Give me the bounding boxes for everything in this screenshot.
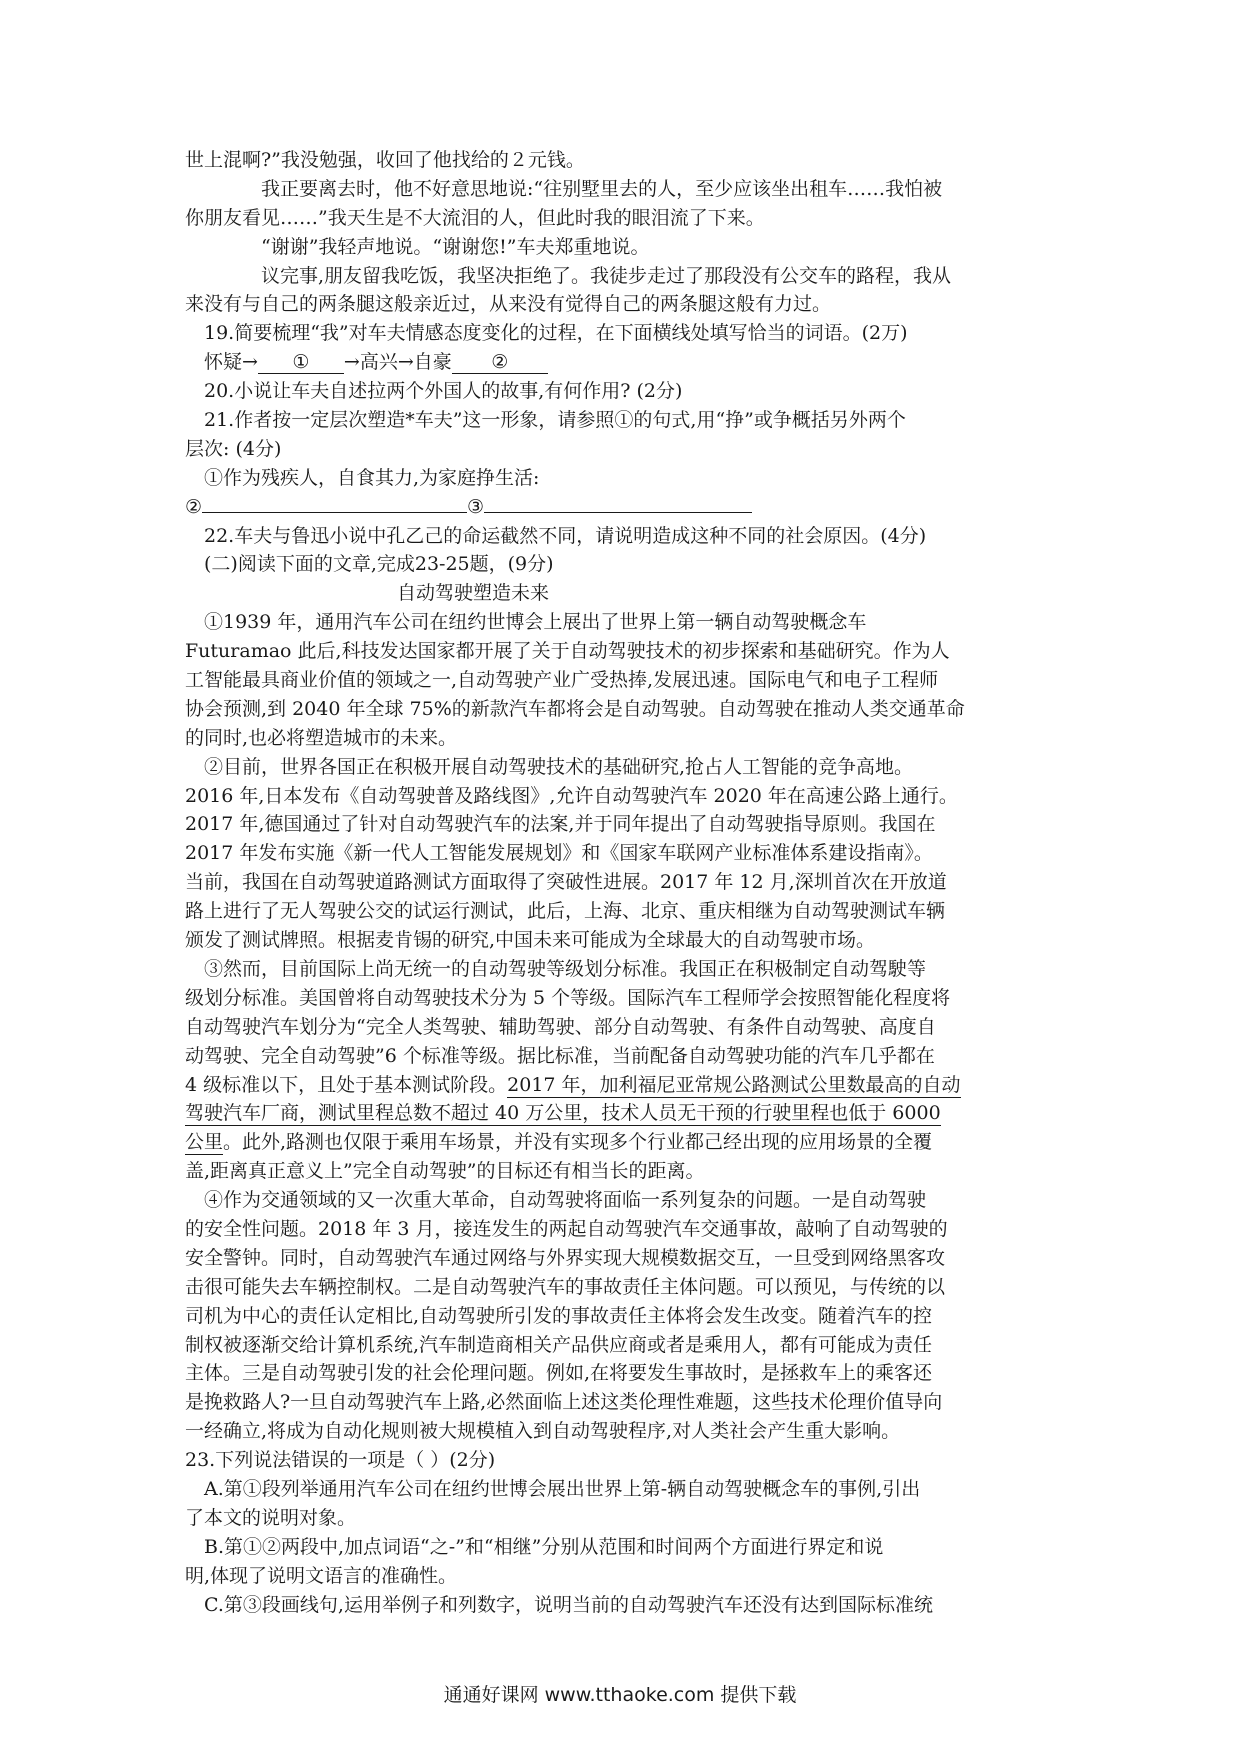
page-footer: 通通好课网 www.tthaoke.com 提供下载 xyxy=(443,1684,797,1706)
question-23: 23.下列说法错误的一项是（ ）(2分) xyxy=(185,1449,496,1472)
article-line: 级划分标准。美国曾将自动驾驶技术分为 5 个等级。国际汽车工程师学会按照智能化程度将 xyxy=(185,986,951,1009)
answer-middle: →高兴→自豪 xyxy=(343,351,452,374)
article-line: 的同时,也必将塑造城市的未来。 xyxy=(185,726,458,749)
answer-blank-2[interactable]: ② xyxy=(452,351,548,374)
article-line: 动驾驶、完全自动驾驶”6 个标准等级。据比标准，当前配备自动驾驶功能的汽车几乎都在 xyxy=(185,1044,935,1067)
question-19-answer-line xyxy=(185,348,1055,377)
option-a-cont: 了本文的说明对象。 xyxy=(185,1506,357,1529)
answer-blank-1[interactable]: ① xyxy=(258,351,344,374)
answer-mark-2: ② xyxy=(185,495,203,518)
article-line: 制权被逐渐交给计算机系统,汽车制造商相关产品供应商或者是乘用人，都有可能成为责任 xyxy=(185,1333,933,1356)
question-19: 19.简要梳理“我”对车夫情感态度变化的过程，在下面横线处填写恰当的词语。(2万) xyxy=(204,322,908,345)
article-line: 安全警钟。同时，自动驾驶汽车通过网络与外界实现大规模数据交互，一旦受到网络黑客攻 xyxy=(185,1246,946,1269)
article-line: ②目前，世界各国正在积极开展自动驾驶技术的基础研究,抢占人工智能的竞争高地。 xyxy=(204,755,914,778)
option-a: A.第①段列举通用汽车公司在纽约世博会展出世界上第-辆自动驾驶概念车的事例,引出 xyxy=(204,1477,921,1500)
option-c: C.第③段画线句,运用举例子和列数字，说明当前的自动驾驶汽车还没有达到国际标准统 xyxy=(204,1593,933,1616)
answer-blank-3[interactable] xyxy=(484,512,752,513)
article-line: 2016 年,日本发布《自动驾驶普及路线图》,允许自动驾驶汽车 2020 年在高速公路上通行。 xyxy=(185,784,958,807)
underlined-sentence: 驾驶汽车厂商，测试里程总数不超过 40 万公里，技术人员无干预的行驶里程也低于 6000 xyxy=(185,1102,941,1125)
article-line: 的安全性问题。2018 年 3 月，接连发生的两起自动驾驶汽车交通事故，敲响了自动驾驶的 xyxy=(185,1217,948,1240)
article-line xyxy=(185,1071,1055,1100)
article-line: 颁发了测试牌照。根据麦肯锡的研究,中国未来可能成为全球最大的自动驾驶市场。 xyxy=(185,929,876,952)
article-line: 司机为中心的责任认定相比,自动驾驶所引发的事故责任主体将会发生改变。随着汽车的控 xyxy=(185,1304,933,1327)
section-heading: (二)阅读下面的文章,完成23-25题，(9分) xyxy=(204,553,554,576)
story-line: “谢谢”我轻声地说。“谢谢您!”车夫郑重地说。 xyxy=(261,235,650,258)
plain-text: 4 级标准以下，且处于基本测试阶段。 xyxy=(185,1073,508,1096)
answer-mark-3: ③ xyxy=(467,495,485,518)
article-title: 自动驾驶塑造未来 xyxy=(397,582,550,605)
question-21-example: ①作为残疾人，自食其力,为家庭挣生活: xyxy=(204,466,540,489)
article-line: ③然而，目前国际上尚无统一的自动驾驶等级划分标准。我国正在积极制定自动驾駛等 xyxy=(204,957,927,980)
option-b-cont: 明,体现了说明文语言的准确性。 xyxy=(185,1564,458,1587)
article-line: Futuramao 此后,科技发达国家都开展了关于自动驾驶技术的初步探索和基础研究。作为人 xyxy=(185,640,950,663)
article-line: 路上进行了无人驾驶公交的试运行测试，此后，上海、北京、重庆相继为自动驾驶测试车辆 xyxy=(185,900,946,923)
story-line: 我正要离去时，他不好意思地说:“往别墅里去的人，至少应该坐出租车……我怕被 xyxy=(261,177,943,200)
question-20: 20.小说让车夫自述拉两个外国人的故事,有何作用? (2分) xyxy=(204,380,683,403)
article-line: 主体。三是自动驾驶引发的社会伦理问题。例如,在将要发生事故时，是拯救车上的乘客还 xyxy=(185,1362,933,1385)
article-line: 工智能最具商业价值的领域之一,自动驾驶产业广受热捧,发展迅速。国际电气和电子工程师 xyxy=(185,669,939,692)
article-line: 2017 年,德国通过了针对自动驾驶汽车的法案,并于同年提出了自动驾驶指导原则。我国在 xyxy=(185,813,936,836)
article-line: 协会预测,到 2040 年全球 75%的新款汽车都将会是自动驾驶。自动驾驶在推动人类交通革命 xyxy=(185,697,965,720)
article-line: 盖,距离真正意义上”完全自动驾驶”的目标还有相当长的距离。 xyxy=(185,1160,705,1183)
article-line: ①1939 年，通用汽车公司在纽约世博会上展出了世界上第一辆自动驾驶概念车 xyxy=(204,611,867,634)
article-line: 自动驾驶汽车划分为“完全人类驾驶、辅助驾驶、部分自动驾驶、有条件自动驾驶、高度自 xyxy=(185,1015,936,1038)
answer-blank-2[interactable] xyxy=(202,512,467,513)
plain-text: 。此外,路测也仅限于乘用车场景，并没有实现多个行业都己经出现的应用场景的全覆 xyxy=(223,1131,933,1154)
answer-prefix: 怀疑→ xyxy=(204,351,258,374)
story-line: 你朋友看见……”我天生是不大流泪的人，但此时我的眼泪流了下来。 xyxy=(185,206,765,229)
underlined-sentence: 2017 年，加利福尼亚常规公路测试公里数最高的自动 xyxy=(507,1073,961,1096)
article-line: 是挽救路人?一旦自动驾驶汽车上路,必然面临上述这类伦理性难题，这些技术伦理价值导向 xyxy=(185,1391,943,1414)
question-21: 21.作者按一定层次塑造*车夫”这一形象，请参照①的句式,用“挣”或争概括另外两个 xyxy=(204,409,906,432)
article-line xyxy=(185,1128,1055,1157)
story-line: 世上混啊?”我没勉强，收回了他找给的２元钱。 xyxy=(185,149,585,171)
underlined-sentence: 公里 xyxy=(185,1131,224,1154)
question-21-answer-line xyxy=(185,493,1055,522)
exam-page xyxy=(185,146,1055,1619)
question-21-cont: 层次: (4分) xyxy=(185,437,282,460)
article-line: 击很可能失去车辆控制权。二是自动驾驶汽车的事故责任主体问题。可以预见，与传统的以 xyxy=(185,1275,946,1298)
article-line: 2017 年发布实施《新一代人工智能发展规划》和《国家车联网产业标准体系建设指南》。 xyxy=(185,842,933,865)
article-line: 当前，我国在自动驾驶道路测试方面取得了突破性进展。2017 年 12 月,深圳首次在开放道 xyxy=(185,871,947,894)
story-line: 来没有与自己的两条腿这般亲近过，从来没有觉得自己的两条腿这般有力过。 xyxy=(185,293,832,316)
article-line: ④作为交通领域的又一次重大革命，自动驾驶将面临一系列复杂的问题。一是自动驾驶 xyxy=(204,1189,927,1212)
article-line: 一经确立,将成为自动化规则被大规模植入到自动驾驶程序,对人类社会产生重大影响。 xyxy=(185,1420,901,1443)
option-b: B.第①②两段中,加点词语“之-”和“相继”分别从范围和时间两个方面进行界定和说 xyxy=(204,1535,884,1558)
question-22: 22.车夫与鲁迅小说中孔乙己的命运截然不同，请说明造成这种不同的社会原因。(4分) xyxy=(204,524,927,547)
story-line: 议完事,朋友留我吃饭，我坚决拒绝了。我徒步走过了那段没有公交车的路程，我从 xyxy=(261,264,952,287)
article-line xyxy=(185,1099,1055,1128)
